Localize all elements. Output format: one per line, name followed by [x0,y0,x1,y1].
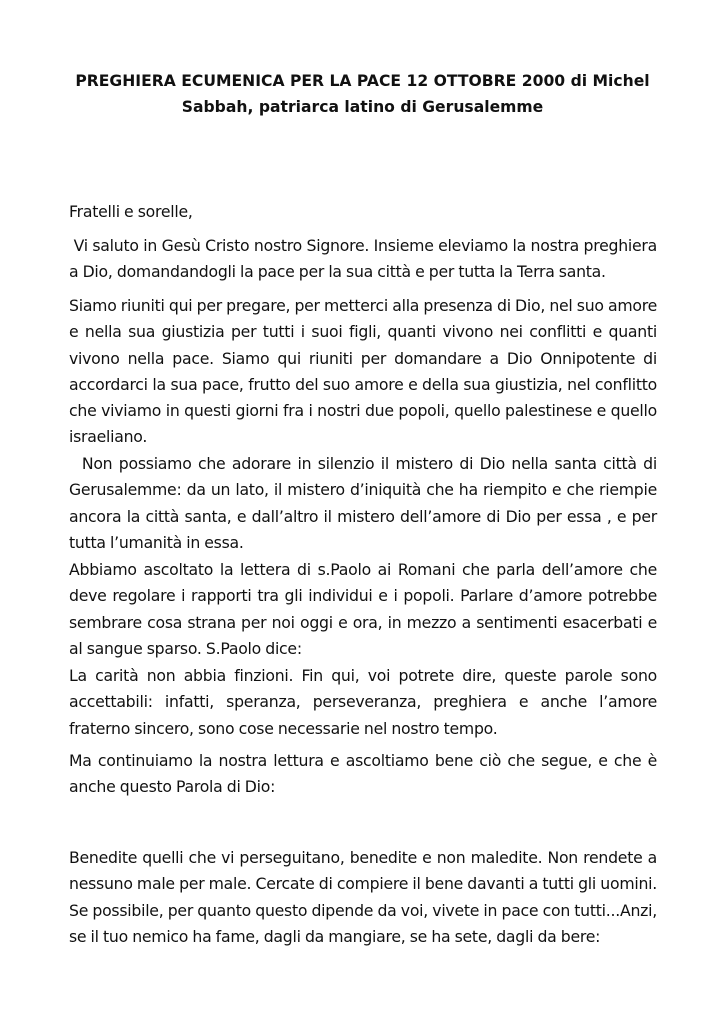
paragraph-5: La carità non abbia finzioni. Fin qui, voi potrete dire, queste parole sono accettabili: infatti, speranza, perseveranza, preghiera e anche l’amore fraterno sincero, sono cose necessarie nel nostro tempo. [69,666,657,738]
paragraph-7: Benedite quelli che vi perseguitano, benedite e non maledite. Non rendete a nessuno male per male. Cercate di compiere il bene davanti a tutti gli uomini. Se possibile, per quanto questo dipende da voi, vivete in pace con tutti...Anzi, se il tuo nemico ha fame, dagli da mangiare, se ha sete, dagli da bere: [69,848,657,946]
paragraph-3: Non possiamo che adorare in silenzio il mistero di Dio nella santa città di Gerusalemme: da un lato, il mistero d’iniquità che ha riempito e che riempie ancora la città santa, e dall’altro il mistero dell’amore di Dio per essa , e per tutta l’umanità in essa. [69,454,662,552]
paragraph-2: Siamo riuniti qui per pregare, per metterci alla presenza di Dio, nel suo amore e nella sua giustizia per tutti i suoi figli, quanti vivono nei conflitti e quanti vivono nella pace. Siamo qui riuniti per domandare a Dio Onnipotente di accordarci la sua pace, frutto del suo amore e della sua giustizia, nel conflitto che viviamo in questi giorni fra i nostri due popoli, quello palestinese e quello israeliano. [69,296,657,447]
paragraph-4: Abbiamo ascoltato la lettera di s.Paolo ai Romani che parla dell’amore che deve regolare i rapporti tra gli individui e i popoli. Parlare d’amore potrebbe sembrare cosa strana per noi oggi e ora, in mezzo a sentimenti esacerbati e al sangue sparso. S.Paolo dice: [69,560,657,658]
greeting-line: Fratelli e sorelle, [69,202,193,221]
paragraph-1: Vi saluto in Gesù Cristo nostro Signore. Insieme eleviamo la nostra preghiera a Dio, domandandogli la pace per la sua città e per tutta la Terra santa. [69,236,662,282]
paragraph-6: Ma continuiamo la nostra lettura e ascoltiamo bene ciò che segue, e che è anche questo Parola di Dio: [69,751,657,797]
document-title: PREGHIERA ECUMENICA PER LA PACE 12 OTTOBRE 2000 di Michel Sabbah, patriarca latino di Gerusalemme [75,72,650,116]
